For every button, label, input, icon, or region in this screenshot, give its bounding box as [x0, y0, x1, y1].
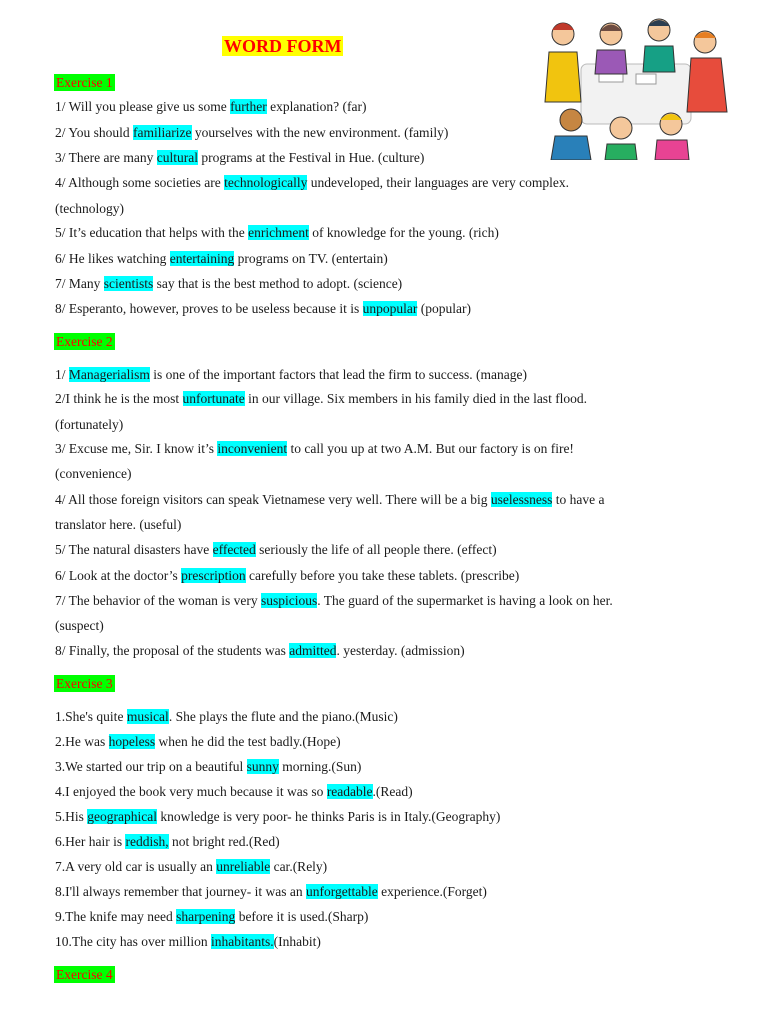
- line-text: 3.We started our trip on a beautiful: [55, 759, 247, 774]
- exercise-line: [55, 933, 754, 950]
- answer-highlight: musical: [126, 709, 169, 724]
- line-text: 4/ Although some societies are: [55, 175, 225, 190]
- line-text: not bright red.(Red): [168, 834, 280, 849]
- answer-highlight: inconvenient: [217, 441, 288, 456]
- line-text: when he did the test badly.(Hope): [155, 734, 341, 749]
- line-text: 6.Her hair is: [55, 834, 126, 849]
- answer-highlight: sharpening: [176, 909, 236, 924]
- exercise-line: [55, 833, 754, 850]
- line-text: to call you up at two A.M. But our factory is on fire!: [287, 441, 574, 456]
- line-text: . yesterday. (admission): [336, 643, 465, 658]
- line-text: knowledge is very poor- he thinks Paris is in Italy.(Geography): [156, 809, 501, 824]
- exercise-line: [55, 465, 754, 482]
- exercise-line: [55, 642, 754, 659]
- line-text: say that is the best method to adopt. (science): [153, 276, 403, 291]
- exercise-line: [55, 224, 754, 241]
- exercise-line: [55, 592, 754, 609]
- exercise-line: [55, 98, 754, 115]
- exercise-line: [55, 174, 754, 191]
- answer-highlight: hopeless: [108, 734, 156, 749]
- line-text: in our village. Six members in his family died in the last flood.: [244, 391, 588, 406]
- line-text: 8.I'll always remember that journey- it was an: [55, 884, 306, 899]
- line-text: 8/ Esperanto, however, proves to be useless because it is: [55, 301, 363, 316]
- exercise-line: [55, 567, 754, 584]
- line-text: yourselves with the new environment. (family): [191, 125, 449, 140]
- line-text: 4/ All those foreign visitors can speak Vietnamese very well. There will be a big: [55, 492, 491, 507]
- exercise-line: [55, 149, 754, 166]
- line-text: morning.(Sun): [278, 759, 362, 774]
- answer-highlight: readable: [326, 784, 373, 799]
- exercise-line: [55, 440, 754, 457]
- exercise-line: [55, 390, 754, 407]
- exercise-header: Exercise 1: [56, 75, 113, 90]
- line-text: 8/ Finally, the proposal of the students was: [55, 643, 290, 658]
- answer-highlight: enrichment: [248, 225, 309, 240]
- exercise-line: [55, 783, 754, 800]
- answer-highlight: further: [230, 99, 267, 114]
- exercise-line: [55, 908, 754, 925]
- exercise-line: [55, 858, 754, 875]
- line-text: (suspect): [55, 618, 104, 633]
- answer-highlight: unfortunate: [182, 391, 245, 406]
- answer-highlight: prescription: [181, 568, 246, 583]
- line-text: . She plays the flute and the piano.(Music): [168, 709, 398, 724]
- exercise-line: [55, 416, 754, 433]
- answer-highlight: reddish,: [125, 834, 169, 849]
- line-text: (technology): [55, 201, 124, 216]
- answer-highlight: cultural: [156, 150, 198, 165]
- exercise-header: Exercise 2: [56, 334, 113, 349]
- line-text: (convenience): [55, 466, 132, 481]
- exercise-line: [55, 708, 754, 725]
- answer-highlight: technologically: [224, 175, 308, 190]
- line-text: (popular): [417, 301, 471, 316]
- exercise-line: [55, 617, 754, 634]
- line-text: 5/ The natural disasters have: [55, 542, 213, 557]
- line-text: undeveloped, their languages are very complex.: [307, 175, 569, 190]
- line-text: 4.I enjoyed the book very much because it was so: [55, 784, 327, 799]
- exercise-line: [55, 275, 754, 292]
- exercise-line: [55, 491, 754, 508]
- line-text: seriously the life of all people there. (effect): [255, 542, 497, 557]
- line-text: programs at the Festival in Hue. (culture): [197, 150, 425, 165]
- answer-highlight: unreliable: [216, 859, 271, 874]
- answer-highlight: inhabitants.: [210, 934, 274, 949]
- answer-highlight: suspicious: [260, 593, 318, 608]
- line-text: explanation? (far): [266, 99, 367, 114]
- line-text: translator here. (useful): [55, 517, 182, 532]
- exercise-line: [55, 200, 754, 217]
- line-text: 1/ Will you please give us some: [55, 99, 231, 114]
- line-text: 3/ Excuse me, Sir. I know it’s: [55, 441, 218, 456]
- answer-highlight: unpopular: [362, 301, 418, 316]
- exercise-line: [55, 808, 754, 825]
- line-text: programs on TV. (entertain): [234, 251, 388, 266]
- exercise-line: [55, 733, 754, 750]
- line-text: 5.His: [55, 809, 88, 824]
- answer-highlight: scientists: [103, 276, 154, 291]
- line-text: 9.The knife may need: [55, 909, 177, 924]
- line-text: carefully before you take these tablets. (prescribe): [245, 568, 520, 583]
- line-text: 10.The city has over million: [55, 934, 211, 949]
- exercise-line: [55, 300, 754, 317]
- line-text: 1.She's quite: [55, 709, 127, 724]
- answer-highlight: entertaining: [169, 251, 235, 266]
- exercise-line: [55, 758, 754, 775]
- answer-highlight: geographical: [87, 809, 157, 824]
- line-text: (Inhabit): [273, 934, 321, 949]
- page-title: WORD FORM: [224, 36, 342, 56]
- answer-highlight: familiarize: [133, 125, 192, 140]
- exercise-line: [55, 250, 754, 267]
- line-text: (fortunately): [55, 417, 124, 432]
- exercise-header: Exercise 3: [56, 676, 113, 691]
- exercise-line: [55, 516, 754, 533]
- line-text: 3/ There are many: [55, 150, 157, 165]
- line-text: is one of the important factors that lead the firm to success. (manage): [149, 367, 527, 382]
- line-text: before it is used.(Sharp): [235, 909, 369, 924]
- answer-highlight: uselessness: [490, 492, 553, 507]
- exercise-line: [55, 541, 754, 558]
- line-text: car.(Rely): [270, 859, 328, 874]
- line-text: 2.He was: [55, 734, 109, 749]
- answer-highlight: unforgettable: [305, 884, 378, 899]
- line-text: 6/ Look at the doctor’s: [55, 568, 182, 583]
- line-text: 7/ Many: [55, 276, 104, 291]
- line-text: 1/: [55, 367, 69, 382]
- answer-highlight: effected: [212, 542, 256, 557]
- exercise-line: [55, 366, 754, 383]
- line-text: experience.(Forget): [377, 884, 487, 899]
- line-text: 6/ He likes watching: [55, 251, 170, 266]
- answer-highlight: admitted: [289, 643, 337, 658]
- line-text: 5/ It’s education that helps with the: [55, 225, 249, 240]
- line-text: . The guard of the supermarket is having a look on her.: [317, 593, 613, 608]
- answer-highlight: sunny: [246, 759, 279, 774]
- line-text: 7/ The behavior of the woman is very: [55, 593, 261, 608]
- answer-highlight: Managerialism: [68, 367, 150, 382]
- line-text: 2/ You should: [55, 125, 134, 140]
- exercise-header: Exercise 4: [56, 967, 113, 982]
- exercise-line: [55, 124, 754, 141]
- line-text: of knowledge for the young. (rich): [308, 225, 499, 240]
- line-text: .(Read): [372, 784, 413, 799]
- exercise-line: [55, 883, 754, 900]
- line-text: 7.A very old car is usually an: [55, 859, 217, 874]
- line-text: to have a: [552, 492, 605, 507]
- line-text: 2/I think he is the most: [55, 391, 183, 406]
